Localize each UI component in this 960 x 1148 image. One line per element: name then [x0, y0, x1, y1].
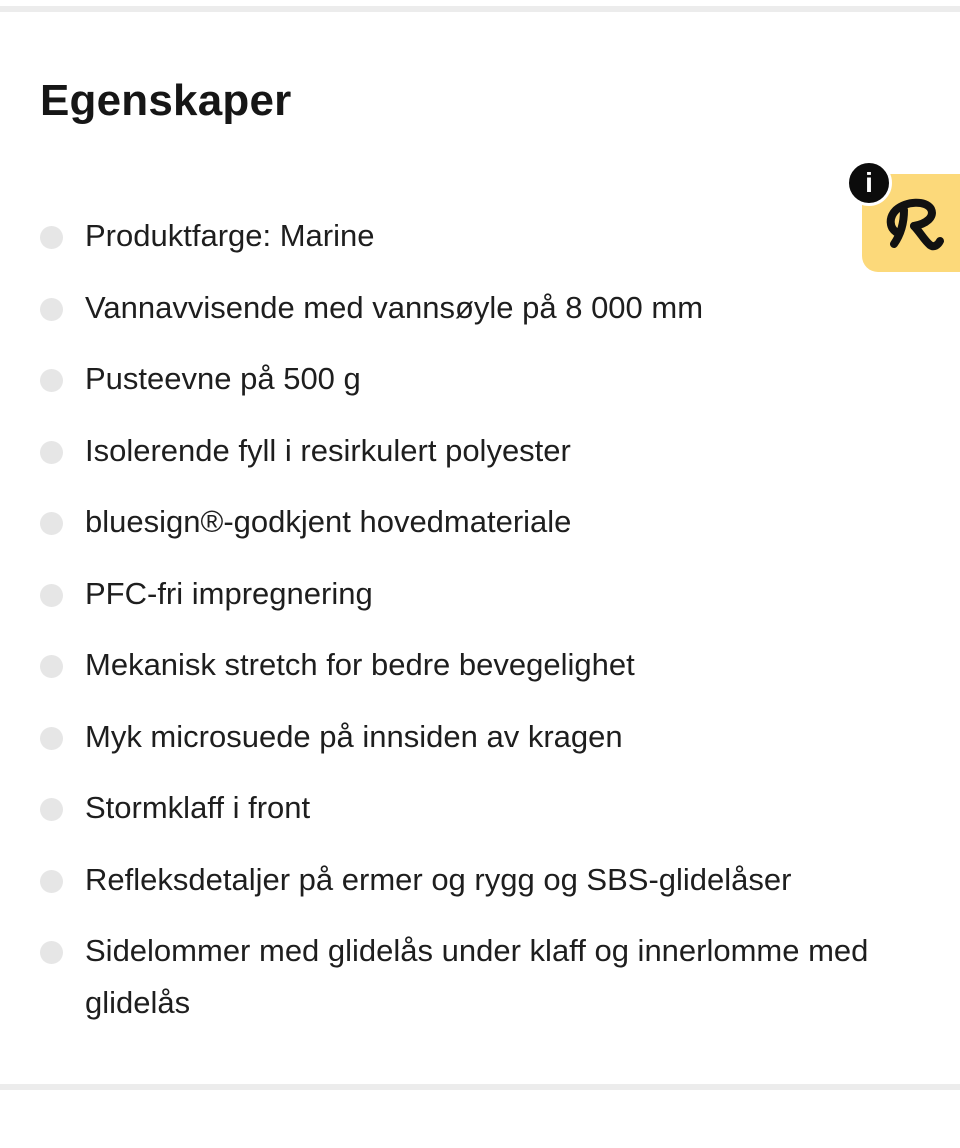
feature-item: [40, 425, 900, 477]
bullet-dot-icon: [40, 226, 63, 249]
bullet-dot-icon: [40, 369, 63, 392]
feature-item: [40, 210, 900, 262]
top-divider: [0, 6, 960, 12]
feature-item: [40, 353, 900, 405]
bullet-dot-icon: [40, 941, 63, 964]
feature-item: [40, 639, 900, 691]
feature-text: Myk microsuede på innsiden av kragen: [85, 718, 623, 754]
info-icon[interactable]: i: [846, 160, 892, 206]
feature-item: [40, 854, 900, 906]
feature-text: Pusteevne på 500 g: [85, 361, 361, 396]
bullet-dot-icon: [40, 727, 63, 750]
script-r-logo-icon: [876, 188, 946, 258]
feature-item: [40, 568, 900, 620]
feature-text: bluesign®-godkjent hovedmateriale: [85, 504, 572, 539]
feature-text: PFC-fri impregnering: [85, 575, 373, 611]
feature-list: [40, 210, 900, 1049]
bullet-dot-icon: [40, 512, 63, 535]
bullet-dot-icon: [40, 441, 63, 464]
bullet-dot-icon: [40, 584, 63, 607]
feature-text: Refleksdetaljer på ermer og rygg og SBS-glidelåser: [85, 861, 792, 897]
feature-text: Sidelommer med glidelås under klaff og innerlomme med glidelås: [85, 933, 869, 1020]
section-title: Egenskaper: [40, 76, 292, 125]
bullet-dot-icon: [40, 655, 63, 678]
feature-item: [40, 496, 900, 548]
feature-text: Mekanisk stretch for bedre bevegelighet: [85, 647, 635, 682]
bullet-dot-icon: [40, 298, 63, 321]
bullet-dot-icon: [40, 798, 63, 821]
feature-item: [40, 282, 900, 334]
review-widget[interactable]: [846, 160, 960, 274]
feature-text: Produktfarge: Marine: [85, 218, 375, 253]
bottom-divider: [0, 1084, 960, 1090]
feature-item: [40, 925, 900, 1029]
feature-text: Vannavvisende med vannsøyle på 8 000 mm: [85, 289, 704, 325]
feature-item: [40, 782, 900, 834]
feature-text: Stormklaff i front: [85, 790, 311, 825]
feature-text: Isolerende fyll i resirkulert polyester: [85, 432, 571, 468]
feature-item: [40, 711, 900, 763]
bullet-dot-icon: [40, 870, 63, 893]
